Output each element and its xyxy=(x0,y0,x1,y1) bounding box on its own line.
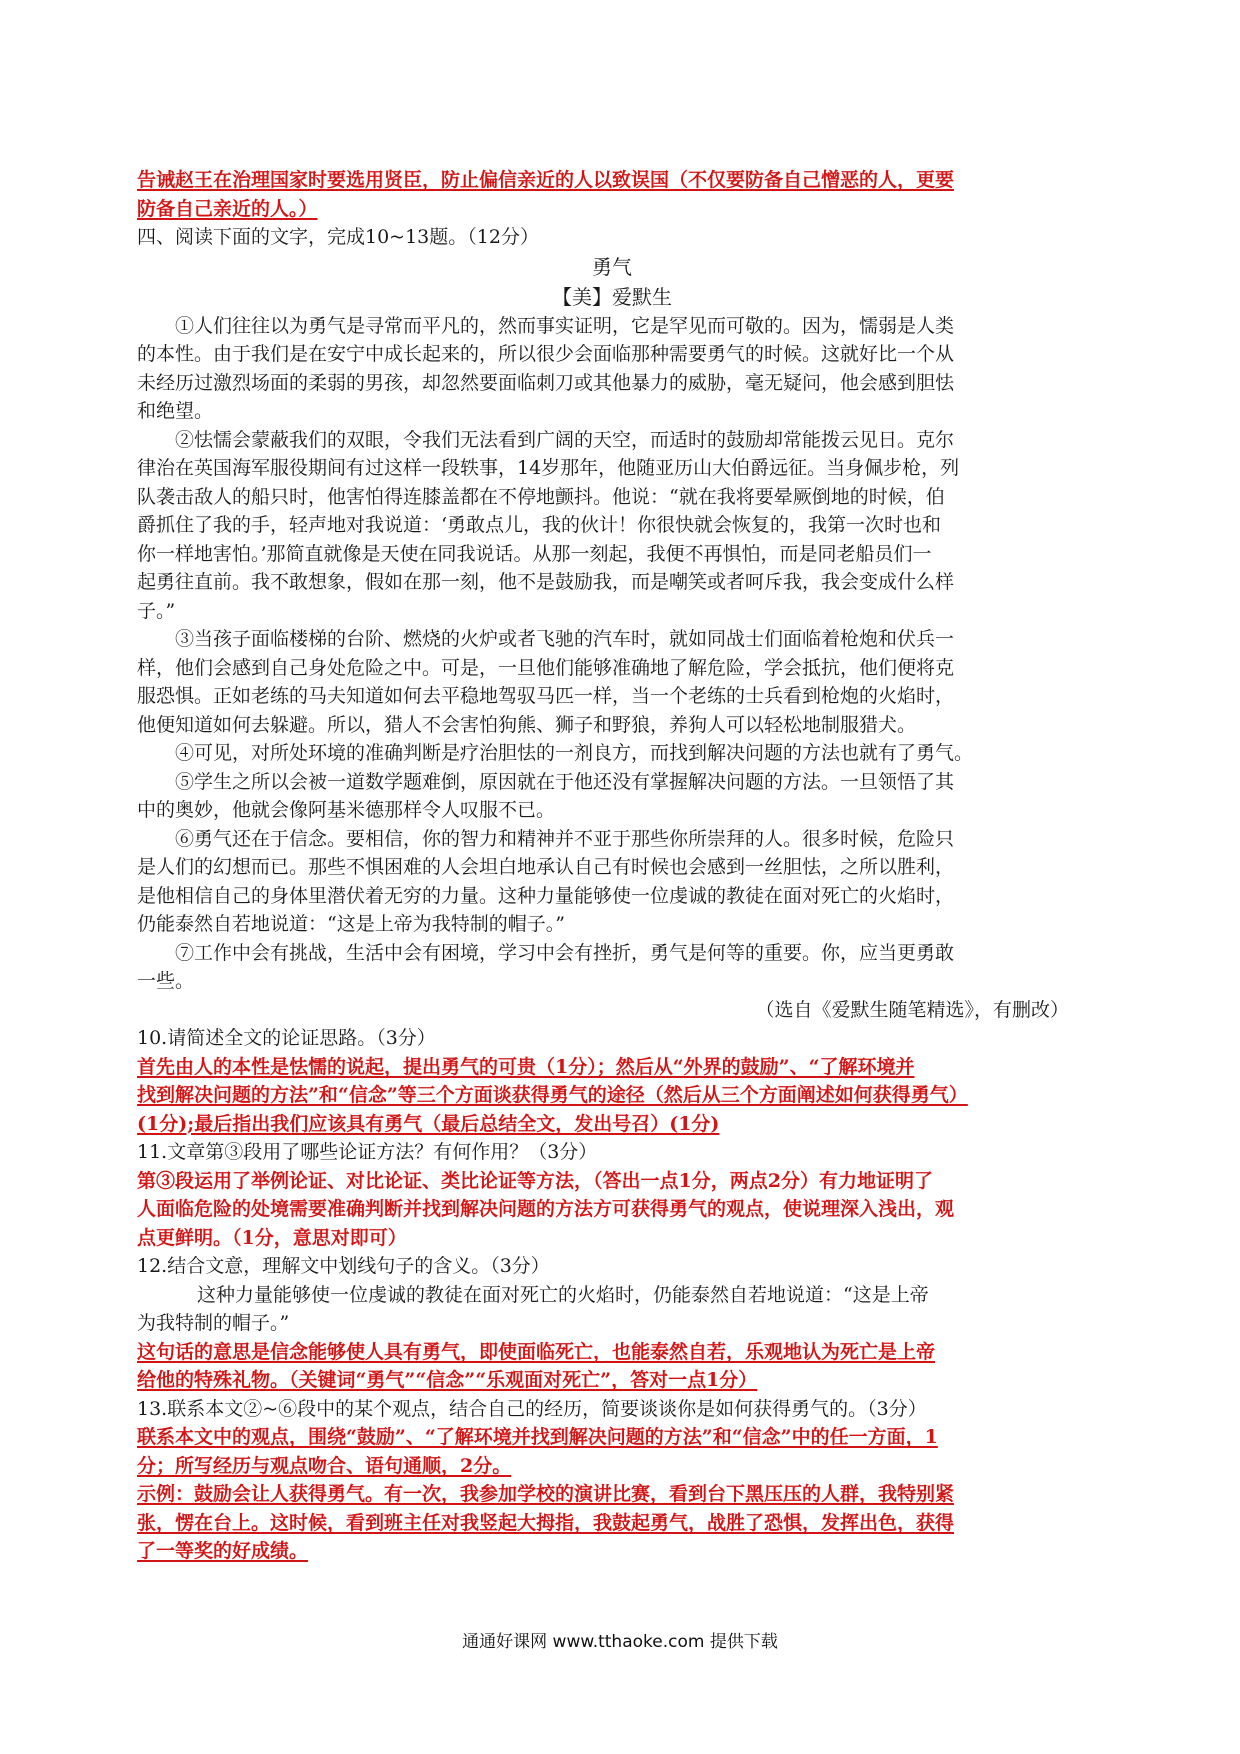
document-content xyxy=(137,166,1087,1566)
answer-line: 首先由人的本性是怯懦的说起，提出勇气的可贵（1分）；然后从“外界的鼓励”、“了解环境并 xyxy=(137,1055,915,1078)
page-footer: 通通好课网 www.tthaoke.com 提供下载 xyxy=(462,1632,778,1652)
quoted-sentence: 为我特制的帽子。” xyxy=(137,1312,290,1334)
article-line: 的本性。由于我们是在安宁中成长起来的，所以很少会面临那种需要勇气的时候。这就好比一个从 xyxy=(137,343,955,365)
answer-line: 示例：鼓励会让人获得勇气。有一次，我参加学校的演讲比赛，看到台下黑压压的人群，我特别紧 xyxy=(137,1483,955,1505)
answer-line: 找到解决问题的方法”和“信念”等三个方面谈获得勇气的途径（然后从三个方面阐述如何获得勇气） xyxy=(137,1084,968,1106)
article-source: （选自《爱默生随笔精选》，有删改） xyxy=(755,998,1069,1021)
article-body xyxy=(137,312,1087,996)
answer-12 xyxy=(137,1338,1087,1395)
answer-line: 给他的特殊礼物。（关键词“勇气”“信念”“乐观面对死亡”，答对一点1分） xyxy=(137,1369,758,1391)
article-author: 【美】爱默生 xyxy=(552,284,672,309)
answer-11 xyxy=(137,1167,1087,1253)
article-line: 爵抓住了我的手，轻声地对我说道：‘勇敢点儿，我的伙计！你很快就会恢复的，我第一次时也和 xyxy=(137,514,942,536)
answer-9 xyxy=(137,166,1087,223)
question-12: 12.结合文意，理解文中划线句子的含义。（3分） xyxy=(137,1255,550,1277)
answer-line: 点更鲜明。（1分，意思对即可） xyxy=(137,1226,407,1249)
article-title: 勇气 xyxy=(592,254,632,279)
answer-line: 了一等奖的好成绩。 xyxy=(137,1540,309,1562)
answer-line: 人面临危险的处境需要准确判断并找到解决问题的方法方可获得勇气的观点，使说理深入浅出，观 xyxy=(137,1198,955,1220)
answer-line: 分；所写经历与观点吻合、语句通顺，2分。 xyxy=(137,1454,512,1477)
article-line: ③当孩子面临楼梯的台阶、燃烧的火炉或者飞驰的汽车时，就如同战士们面临着枪炮和伏兵一 xyxy=(175,628,955,650)
article-line: 一些。 xyxy=(137,970,195,992)
question-10: 10.请简述全文的论证思路。（3分） xyxy=(137,1027,436,1049)
article-line: 队袭击敌人的船只时，他害怕得连膝盖都在不停地颤抖。他说：“就在我将要晕厥倒地的时候，伯 xyxy=(137,485,945,508)
answer-line: 第③段运用了举例论证、对比论证、类比论证等方法，（答出一点1分，两点2分）有力地证明了 xyxy=(137,1169,933,1192)
answer-line: (1分);最后指出我们应该具有勇气（最后总结全文，发出号召）(1分) xyxy=(137,1112,720,1135)
answer-line: 这句话的意思是信念能够使人具有勇气，即使面临死亡，也能泰然自若，乐观地认为死亡是上帝 xyxy=(137,1340,936,1363)
article-line: 中的奥妙，他就会像阿基米德那样令人叹服不已。 xyxy=(137,799,556,821)
answer-10 xyxy=(137,1053,1087,1139)
answer-line: 张，愣在台上。这时候，看到班主任对我竖起大拇指，我鼓起勇气，战胜了恐惧，发挥出色，获得 xyxy=(137,1511,955,1534)
article-line: ②怯懦会蒙蔽我们的双眼，令我们无法看到广阔的天空，而适时的鼓励却常能拨云见日。克尔 xyxy=(175,428,955,451)
answer-line: 告诫赵王在治理国家时要选用贤臣，防止偏信亲近的人以致误国（不仅要防备自己憎恶的人，更要 xyxy=(137,169,955,191)
article-line: ⑥勇气还在于信念。要相信，你的智力和精神并不亚于那些你所崇拜的人。很多时候，危险只 xyxy=(175,827,955,850)
quoted-sentence: 这种力量能够使一位虔诚的教徒在面对死亡的火焰时，仍能泰然自若地说道：“这是上帝 xyxy=(197,1283,929,1306)
article-line: 子。” xyxy=(137,599,176,622)
article-line: 你一样地害怕。’那简直就像是天使在同我说话。从那一刻起，我便不再惧怕，而是同老船员们一 xyxy=(137,542,932,565)
question-11: 11.文章第③段用了哪些论证方法？有何作用？（3分） xyxy=(137,1141,598,1163)
article-line: 律治在英国海军服役期间有过这样一段轶事，14岁那年，他随亚历山大伯爵远征。当身佩步枪，列 xyxy=(137,457,960,479)
answer-line: 防备自己亲近的人。） xyxy=(137,197,318,220)
answer-13 xyxy=(137,1423,1087,1566)
article-line: 和绝望。 xyxy=(137,400,214,422)
answer-line: 联系本文中的观点，围绕“鼓励”、“了解环境并找到解决问题的方法”和“信念”中的任一方面，1 xyxy=(137,1426,938,1448)
article-line: 样，他们会感到自己身处危险之中。可是，一旦他们能够准确地了解危险，学会抵抗，他们便将克 xyxy=(137,656,955,679)
article-line: 服恐惧。正如老练的马夫知道如何去平稳地驾驭马匹一样，当一个老练的士兵看到枪炮的火焰时， xyxy=(137,685,955,707)
article-line: ④可见，对所处环境的准确判断是疗治胆怯的一剂良方，而找到解决问题的方法也就有了勇气。 xyxy=(175,742,974,764)
article-line: 起勇往直前。我不敢想象，假如在那一刻，他不是鼓励我，而是嘲笑或者呵斥我，我会变成什么样 xyxy=(137,571,955,593)
article-line: 仍能泰然自若地说道：“这是上帝为我特制的帽子。” xyxy=(137,913,565,935)
article-line: ⑦工作中会有挑战，生活中会有困境，学习中会有挫折，勇气是何等的重要。你，应当更勇敢 xyxy=(175,941,955,964)
article-line: 是人们的幻想而已。那些不惧困难的人会坦白地承认自己有时候也会感到一丝胆怯，之所以胜利， xyxy=(137,856,955,878)
article-line: ①人们往往以为勇气是寻常而平凡的，然而事实证明，它是罕见而可敬的。因为，懦弱是人类 xyxy=(175,314,955,337)
article-line: 未经历过激烈场面的柔弱的男孩，却忽然要面临刺刀或其他暴力的威胁，毫无疑问，他会感到胆怯 xyxy=(137,371,955,394)
article-line: ⑤学生之所以会被一道数学题难倒，原因就在于他还没有掌握解决问题的方法。一旦领悟了其 xyxy=(175,770,955,793)
article-line: 他便知道如何去躲避。所以，猎人不会害怕狗熊、狮子和野狼，养狗人可以轻松地制服猎犬。 xyxy=(137,713,917,736)
section-heading: 四、阅读下面的文字，完成10~13题。（12分） xyxy=(137,226,539,248)
article-line: 是他相信自己的身体里潜伏着无穷的力量。这种力量能够使一位虔诚的教徒在面对死亡的火焰时， xyxy=(137,884,955,907)
question-13: 13.联系本文②~⑥段中的某个观点，结合自己的经历，简要谈谈你是如何获得勇气的。（3分） xyxy=(137,1397,927,1420)
